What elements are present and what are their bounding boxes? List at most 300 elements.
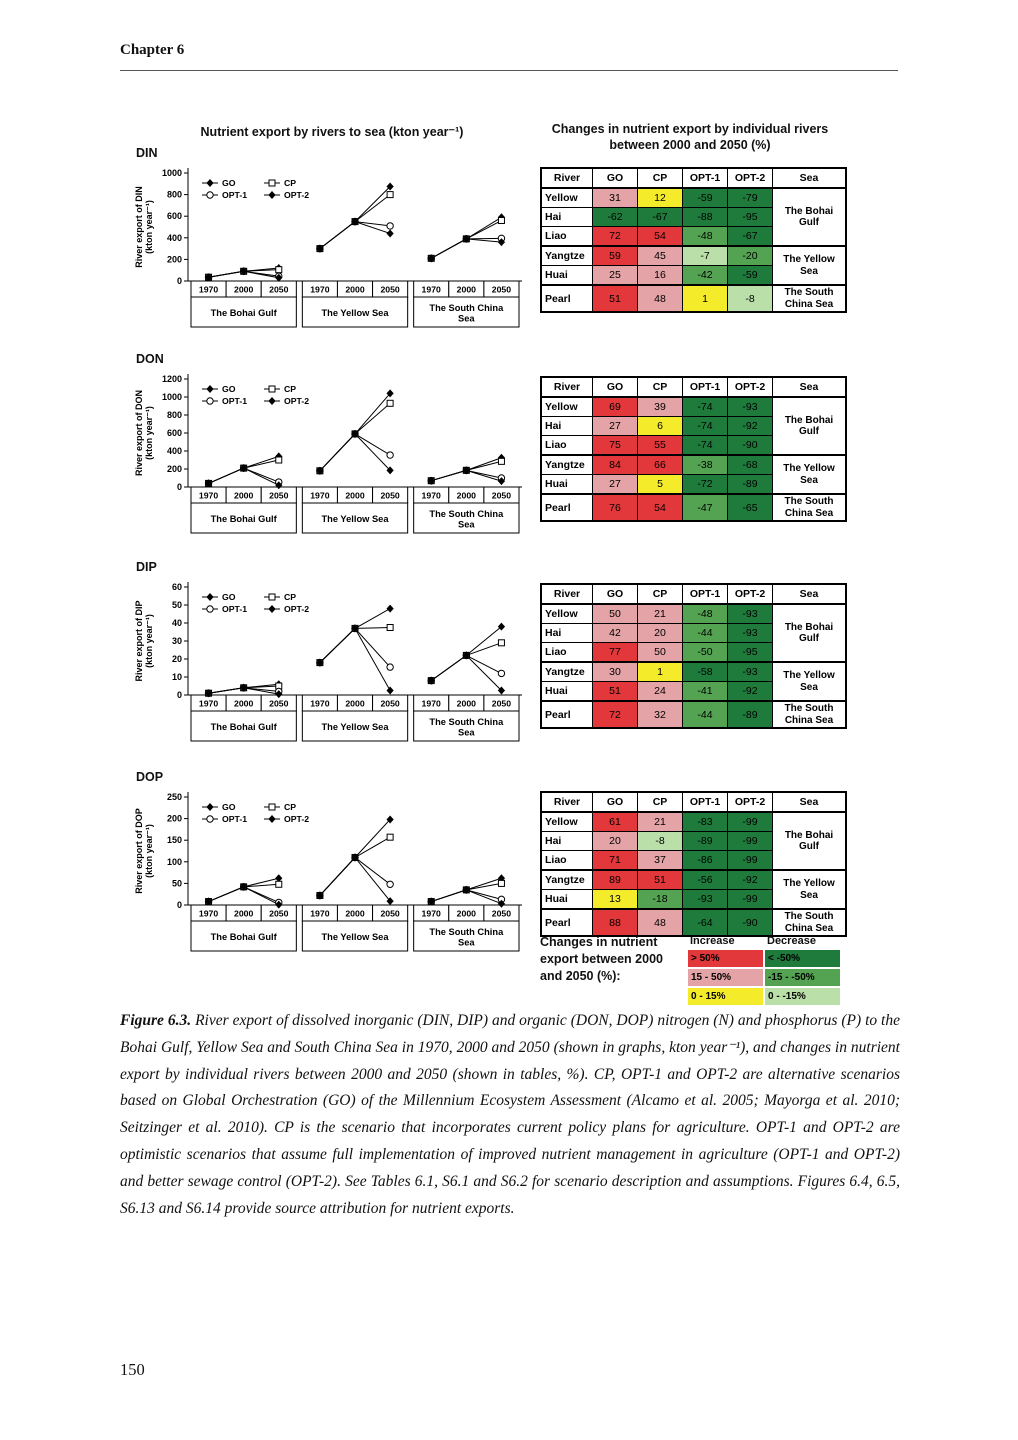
- svg-text:2000: 2000: [345, 908, 365, 919]
- column-header: River: [541, 168, 593, 188]
- change-value-cell: -67: [728, 227, 773, 247]
- change-value-cell: -59: [683, 188, 728, 208]
- svg-text:1970: 1970: [421, 490, 441, 501]
- column-header: CP: [638, 168, 683, 188]
- svg-text:2000: 2000: [234, 908, 254, 919]
- svg-text:50: 50: [171, 600, 182, 610]
- sea-name-cell: The South China Sea: [773, 494, 847, 521]
- svg-text:The Bohai Gulf: The Bohai Gulf: [210, 932, 277, 942]
- river-name-cell: Yangtze: [541, 246, 593, 266]
- caption-text: River export of dissolved inorganic (DIN, DIP) and organic (DON, DOP) nitrogen (N) and phosphorus (P) to the Bohai Gulf, Yellow Sea and South China Sea in 1970, 2000 and 2050 (shown in graphs, kton year⁻¹), and changes in nutrient export by individual rivers between 2000 and 2050 (shown in tables, %). CP, OPT-1 and OPT-2 are alternative scenarios based on Global Orchestration (GO) of the Millennium Ecosystem Assessment (Alcamo et al. 2005; Mayorga et al. 2010; Seitzinger et al. 2010). CP is the scenario that incorporates current policy plans for agriculture. OPT-1 and OPT-2 are optimistic scenarios that assume full implementation of improved nutrient management in agriculture (OPT-1 and OPT-2) and better sewage control (OPT-2). See Tables 6.1, S6.1 and S6.2 for scenario description and assumptions. Figures 6.4, 6.5, S6.13 and S6.14 provide source attribution for nutrient exports.: [120, 1012, 900, 1217]
- svg-text:1970: 1970: [310, 908, 330, 919]
- svg-text:River export of DON(kton year⁻: River export of DON(kton year⁻¹): [134, 389, 154, 477]
- column-header: Sea: [773, 792, 847, 812]
- color-scale-header: Increase: [690, 935, 735, 947]
- panel-label-dop: DOP: [136, 770, 164, 784]
- change-table-host-dip: [540, 583, 847, 729]
- svg-text:1970: 1970: [421, 908, 441, 919]
- svg-text:2050: 2050: [269, 908, 289, 919]
- change-value-cell: -18: [638, 890, 683, 910]
- change-value-cell: 51: [638, 870, 683, 890]
- svg-text:2050: 2050: [269, 698, 289, 709]
- svg-text:200: 200: [166, 254, 182, 265]
- change-value-cell: -74: [683, 397, 728, 417]
- column-header: OPT-1: [683, 792, 728, 812]
- svg-text:0: 0: [176, 900, 182, 910]
- chart-canvas-din: [128, 161, 536, 342]
- svg-text:The Bohai Gulf: The Bohai Gulf: [210, 308, 277, 318]
- sea-name-cell: The Yellow Sea: [773, 246, 847, 285]
- svg-text:200: 200: [166, 813, 182, 824]
- change-value-cell: 55: [638, 436, 683, 456]
- change-value-cell: 21: [638, 604, 683, 624]
- column-header: GO: [593, 792, 638, 812]
- change-value-cell: 45: [638, 246, 683, 266]
- svg-text:OPT-2: OPT-2: [284, 814, 310, 824]
- color-scale-legend: [540, 934, 840, 1005]
- figure-caption: [120, 1008, 900, 1223]
- change-value-cell: 12: [638, 188, 683, 208]
- change-value-cell: -47: [683, 494, 728, 521]
- change-value-cell: 77: [593, 643, 638, 663]
- chart-canvas-dip: [128, 575, 536, 756]
- chart-panel-dop: [128, 770, 536, 966]
- table-row: [541, 812, 846, 832]
- svg-text:The South ChinaSea: The South China Sea: [429, 927, 504, 948]
- svg-text:1970: 1970: [198, 490, 219, 501]
- change-table-DIN: [540, 167, 847, 313]
- svg-text:CP: CP: [284, 178, 297, 188]
- chart-DOP: [128, 785, 528, 961]
- change-value-cell: 5: [638, 475, 683, 495]
- svg-text:1970: 1970: [421, 284, 441, 295]
- column-header: GO: [593, 168, 638, 188]
- river-name-cell: Liao: [541, 643, 593, 663]
- panel-label-don: DON: [136, 352, 164, 366]
- charts-column-title: Nutrient export by rivers to sea (kton year⁻¹): [200, 125, 464, 139]
- svg-text:CP: CP: [284, 384, 297, 394]
- river-name-cell: Pearl: [541, 285, 593, 312]
- river-name-cell: Huai: [541, 890, 593, 910]
- sea-name-cell: The Bohai Gulf: [773, 188, 847, 246]
- svg-text:40: 40: [171, 618, 182, 628]
- change-value-cell: -86: [683, 851, 728, 871]
- change-value-cell: 24: [638, 682, 683, 702]
- river-name-cell: Hai: [541, 624, 593, 643]
- change-value-cell: 50: [593, 604, 638, 624]
- color-scale-header: Decrease: [767, 935, 816, 947]
- color-scale-column: [688, 934, 763, 1005]
- svg-text:2000: 2000: [456, 284, 476, 295]
- column-header: OPT-1: [683, 168, 728, 188]
- svg-text:400: 400: [166, 232, 182, 243]
- river-name-cell: Yellow: [541, 188, 593, 208]
- change-value-cell: 72: [593, 227, 638, 247]
- svg-text:2000: 2000: [456, 490, 476, 501]
- svg-text:100: 100: [166, 856, 182, 867]
- river-name-cell: Hai: [541, 208, 593, 227]
- change-value-cell: 25: [593, 266, 638, 286]
- change-value-cell: 31: [593, 188, 638, 208]
- change-value-cell: 54: [638, 227, 683, 247]
- svg-text:1000: 1000: [161, 168, 182, 178]
- chart-DIP: [128, 575, 528, 751]
- sea-name-cell: The South China Sea: [773, 285, 847, 312]
- svg-text:The South ChinaSea: The South China Sea: [429, 509, 504, 530]
- color-scale-bin: 15 - 50%: [688, 969, 763, 986]
- column-header: Sea: [773, 168, 847, 188]
- svg-text:The Yellow Sea: The Yellow Sea: [321, 308, 389, 318]
- change-value-cell: -93: [728, 604, 773, 624]
- river-name-cell: Yellow: [541, 397, 593, 417]
- change-value-cell: 69: [593, 397, 638, 417]
- change-value-cell: -42: [683, 266, 728, 286]
- chart-panel-dip: [128, 560, 536, 756]
- color-scale-bin: > 50%: [688, 950, 763, 967]
- table-row: [541, 397, 846, 417]
- change-value-cell: -93: [728, 397, 773, 417]
- change-value-cell: 71: [593, 851, 638, 871]
- svg-text:2050: 2050: [380, 490, 400, 501]
- column-header: OPT-2: [728, 377, 773, 397]
- change-value-cell: -99: [728, 832, 773, 851]
- change-value-cell: -74: [683, 417, 728, 436]
- svg-text:The Bohai Gulf: The Bohai Gulf: [210, 722, 277, 732]
- change-value-cell: -88: [683, 208, 728, 227]
- column-header: OPT-2: [728, 792, 773, 812]
- change-value-cell: -93: [683, 890, 728, 910]
- chapter-header: [120, 42, 898, 71]
- table-row: [541, 662, 846, 682]
- svg-text:2000: 2000: [456, 908, 476, 919]
- change-table-host-din: [540, 167, 847, 313]
- table-row: [541, 494, 846, 521]
- river-name-cell: Huai: [541, 266, 593, 286]
- change-value-cell: 51: [593, 285, 638, 312]
- river-name-cell: Hai: [541, 417, 593, 436]
- change-value-cell: -74: [683, 436, 728, 456]
- river-name-cell: Yellow: [541, 812, 593, 832]
- change-value-cell: -92: [728, 682, 773, 702]
- svg-text:200: 200: [166, 464, 182, 474]
- color-scale-grid: [688, 934, 840, 1005]
- change-value-cell: -99: [728, 890, 773, 910]
- sea-name-cell: The Bohai Gulf: [773, 397, 847, 455]
- svg-text:1970: 1970: [310, 490, 330, 501]
- change-value-cell: 32: [638, 701, 683, 728]
- change-value-cell: -95: [728, 208, 773, 227]
- table-row: [541, 604, 846, 624]
- tables-column-title: Changes in nutrient export by individual rivers between 2000 and 2050 (%): [551, 122, 829, 152]
- column-header: CP: [638, 584, 683, 604]
- change-table-DOP: [540, 791, 847, 937]
- column-header: OPT-1: [683, 377, 728, 397]
- change-value-cell: -56: [683, 870, 728, 890]
- svg-text:30: 30: [171, 636, 182, 646]
- svg-text:2050: 2050: [269, 490, 289, 501]
- svg-text:20: 20: [171, 654, 182, 664]
- svg-text:2000: 2000: [234, 490, 254, 501]
- svg-text:GO: GO: [222, 802, 236, 812]
- color-scale-column: [765, 934, 840, 1005]
- change-value-cell: -67: [638, 208, 683, 227]
- river-name-cell: Yangtze: [541, 662, 593, 682]
- change-value-cell: 27: [593, 417, 638, 436]
- change-value-cell: -68: [728, 455, 773, 475]
- svg-text:The Yellow Sea: The Yellow Sea: [321, 722, 389, 732]
- change-table-host-don: [540, 376, 847, 522]
- svg-text:600: 600: [166, 211, 182, 222]
- river-name-cell: Yangtze: [541, 870, 593, 890]
- sea-name-cell: The Bohai Gulf: [773, 604, 847, 662]
- svg-text:50: 50: [171, 878, 182, 889]
- change-value-cell: -48: [683, 227, 728, 247]
- change-value-cell: 76: [593, 494, 638, 521]
- change-value-cell: -62: [593, 208, 638, 227]
- column-header: GO: [593, 584, 638, 604]
- change-value-cell: 1: [638, 662, 683, 682]
- river-name-cell: Pearl: [541, 701, 593, 728]
- change-value-cell: -90: [728, 909, 773, 936]
- svg-text:GO: GO: [222, 178, 236, 188]
- change-value-cell: 21: [638, 812, 683, 832]
- river-name-cell: Pearl: [541, 494, 593, 521]
- sea-name-cell: The Bohai Gulf: [773, 812, 847, 870]
- svg-text:The Yellow Sea: The Yellow Sea: [321, 932, 389, 942]
- river-name-cell: Huai: [541, 682, 593, 702]
- change-value-cell: -38: [683, 455, 728, 475]
- panel-label-dip: DIP: [136, 560, 157, 574]
- svg-text:River export of DIN(kton year⁻: River export of DIN(kton year⁻¹): [134, 186, 154, 268]
- change-value-cell: -65: [728, 494, 773, 521]
- change-value-cell: 48: [638, 285, 683, 312]
- change-value-cell: 89: [593, 870, 638, 890]
- change-value-cell: -72: [683, 475, 728, 495]
- color-scale-bin: < -50%: [765, 950, 840, 967]
- change-value-cell: -99: [728, 851, 773, 871]
- chart-panel-din: [128, 146, 536, 342]
- sea-name-cell: The Yellow Sea: [773, 662, 847, 701]
- svg-text:2050: 2050: [380, 698, 400, 709]
- chart-DIN: [128, 161, 528, 337]
- sea-name-cell: The Yellow Sea: [773, 870, 847, 909]
- panel-label-din: DIN: [136, 146, 158, 160]
- svg-text:OPT-2: OPT-2: [284, 396, 310, 406]
- svg-text:OPT-1: OPT-1: [222, 190, 248, 200]
- svg-text:2050: 2050: [491, 490, 512, 501]
- svg-text:2050: 2050: [380, 284, 400, 295]
- svg-text:1970: 1970: [198, 284, 219, 295]
- svg-text:1970: 1970: [421, 698, 441, 709]
- svg-text:The Bohai Gulf: The Bohai Gulf: [210, 514, 277, 524]
- change-value-cell: -41: [683, 682, 728, 702]
- change-table-DIP: [540, 583, 847, 729]
- svg-text:1970: 1970: [198, 698, 219, 709]
- svg-text:1970: 1970: [310, 698, 330, 709]
- change-table-DON: [540, 376, 847, 522]
- column-header: OPT-2: [728, 584, 773, 604]
- svg-text:2000: 2000: [345, 490, 365, 501]
- sea-name-cell: The Yellow Sea: [773, 455, 847, 494]
- chart-canvas-don: [128, 367, 536, 548]
- change-value-cell: 42: [593, 624, 638, 643]
- change-value-cell: -8: [638, 832, 683, 851]
- change-value-cell: 6: [638, 417, 683, 436]
- change-value-cell: -90: [728, 436, 773, 456]
- change-value-cell: 66: [638, 455, 683, 475]
- caption-lead: Figure 6.3.: [120, 1012, 192, 1029]
- river-name-cell: Liao: [541, 436, 593, 456]
- svg-text:800: 800: [166, 410, 182, 420]
- svg-text:River export of DIP(kton year⁻: River export of DIP(kton year⁻¹): [134, 600, 154, 682]
- svg-text:GO: GO: [222, 592, 236, 602]
- river-name-cell: Huai: [541, 475, 593, 495]
- change-value-cell: -83: [683, 812, 728, 832]
- change-value-cell: 59: [593, 246, 638, 266]
- change-value-cell: 37: [638, 851, 683, 871]
- svg-text:2000: 2000: [456, 698, 476, 709]
- svg-text:CP: CP: [284, 592, 297, 602]
- table-row: [541, 909, 846, 936]
- change-value-cell: -93: [728, 662, 773, 682]
- change-value-cell: 72: [593, 701, 638, 728]
- change-value-cell: 27: [593, 475, 638, 495]
- change-value-cell: -89: [728, 701, 773, 728]
- change-value-cell: 50: [638, 643, 683, 663]
- change-value-cell: 39: [638, 397, 683, 417]
- change-value-cell: -92: [728, 870, 773, 890]
- column-header: OPT-1: [683, 584, 728, 604]
- chapter-label: Chapter 6: [120, 42, 185, 58]
- column-header: River: [541, 584, 593, 604]
- change-value-cell: -58: [683, 662, 728, 682]
- change-value-cell: -64: [683, 909, 728, 936]
- change-value-cell: -95: [728, 643, 773, 663]
- svg-text:1200: 1200: [161, 374, 182, 384]
- svg-text:The Yellow Sea: The Yellow Sea: [321, 514, 389, 524]
- svg-text:800: 800: [166, 189, 182, 200]
- svg-text:The South ChinaSea: The South China Sea: [429, 717, 504, 738]
- change-value-cell: -93: [728, 624, 773, 643]
- sea-name-cell: The South China Sea: [773, 701, 847, 728]
- chart-DON: [128, 367, 528, 543]
- svg-text:OPT-1: OPT-1: [222, 396, 248, 406]
- svg-text:2050: 2050: [491, 908, 512, 919]
- change-table-host-dop: [540, 791, 847, 937]
- svg-text:The South ChinaSea: The South China Sea: [429, 303, 504, 324]
- svg-text:OPT-2: OPT-2: [284, 604, 310, 614]
- table-row: [541, 246, 846, 266]
- svg-text:1970: 1970: [198, 908, 219, 919]
- change-value-cell: -79: [728, 188, 773, 208]
- svg-text:2050: 2050: [491, 698, 512, 709]
- svg-text:0: 0: [176, 482, 182, 492]
- svg-text:OPT-1: OPT-1: [222, 604, 248, 614]
- table-row: [541, 455, 846, 475]
- svg-text:CP: CP: [284, 802, 297, 812]
- change-value-cell: -99: [728, 812, 773, 832]
- change-value-cell: -50: [683, 643, 728, 663]
- svg-text:2000: 2000: [345, 284, 365, 295]
- color-scale-bin: 0 - -15%: [765, 988, 840, 1005]
- chart-canvas-dop: [128, 785, 536, 966]
- svg-text:0: 0: [176, 276, 182, 286]
- svg-text:2050: 2050: [380, 908, 400, 919]
- change-value-cell: -20: [728, 246, 773, 266]
- svg-text:1000: 1000: [161, 392, 182, 402]
- river-name-cell: Pearl: [541, 909, 593, 936]
- color-scale-bin: 0 - 15%: [688, 988, 763, 1005]
- change-value-cell: -89: [683, 832, 728, 851]
- svg-text:2000: 2000: [345, 698, 365, 709]
- svg-text:2000: 2000: [234, 284, 254, 295]
- svg-text:150: 150: [166, 835, 182, 846]
- column-header: River: [541, 792, 593, 812]
- svg-text:250: 250: [166, 792, 182, 802]
- svg-text:600: 600: [166, 428, 182, 438]
- column-header: Sea: [773, 377, 847, 397]
- change-value-cell: 48: [638, 909, 683, 936]
- svg-text:1970: 1970: [310, 284, 330, 295]
- svg-text:OPT-2: OPT-2: [284, 190, 310, 200]
- table-row: [541, 870, 846, 890]
- svg-text:2050: 2050: [269, 284, 289, 295]
- change-value-cell: -59: [728, 266, 773, 286]
- svg-text:0: 0: [176, 690, 182, 700]
- chart-panel-don: [128, 352, 536, 548]
- column-header: CP: [638, 377, 683, 397]
- column-header: River: [541, 377, 593, 397]
- page-number: 150: [120, 1360, 145, 1379]
- table-row: [541, 285, 846, 312]
- change-value-cell: 54: [638, 494, 683, 521]
- change-value-cell: -44: [683, 624, 728, 643]
- change-value-cell: -89: [728, 475, 773, 495]
- change-value-cell: 16: [638, 266, 683, 286]
- river-name-cell: Liao: [541, 227, 593, 247]
- column-header: CP: [638, 792, 683, 812]
- change-value-cell: 51: [593, 682, 638, 702]
- change-value-cell: 20: [638, 624, 683, 643]
- change-value-cell: 88: [593, 909, 638, 936]
- river-name-cell: Yangtze: [541, 455, 593, 475]
- change-value-cell: 20: [593, 832, 638, 851]
- column-header: OPT-2: [728, 168, 773, 188]
- svg-text:OPT-1: OPT-1: [222, 814, 248, 824]
- change-value-cell: -8: [728, 285, 773, 312]
- change-value-cell: -92: [728, 417, 773, 436]
- svg-text:GO: GO: [222, 384, 236, 394]
- table-row: [541, 701, 846, 728]
- color-scale-label: Changes in nutrient export between 2000 and 2050 (%):: [540, 935, 663, 983]
- table-row: [541, 188, 846, 208]
- svg-text:400: 400: [166, 446, 182, 456]
- svg-text:60: 60: [171, 582, 182, 592]
- svg-text:10: 10: [171, 672, 182, 682]
- svg-text:2050: 2050: [491, 284, 512, 295]
- svg-text:2000: 2000: [234, 698, 254, 709]
- change-value-cell: 1: [683, 285, 728, 312]
- change-value-cell: -44: [683, 701, 728, 728]
- change-value-cell: 13: [593, 890, 638, 910]
- column-header: Sea: [773, 584, 847, 604]
- sea-name-cell: The South China Sea: [773, 909, 847, 936]
- change-value-cell: 61: [593, 812, 638, 832]
- change-value-cell: 75: [593, 436, 638, 456]
- change-value-cell: 30: [593, 662, 638, 682]
- column-header: GO: [593, 377, 638, 397]
- change-value-cell: -7: [683, 246, 728, 266]
